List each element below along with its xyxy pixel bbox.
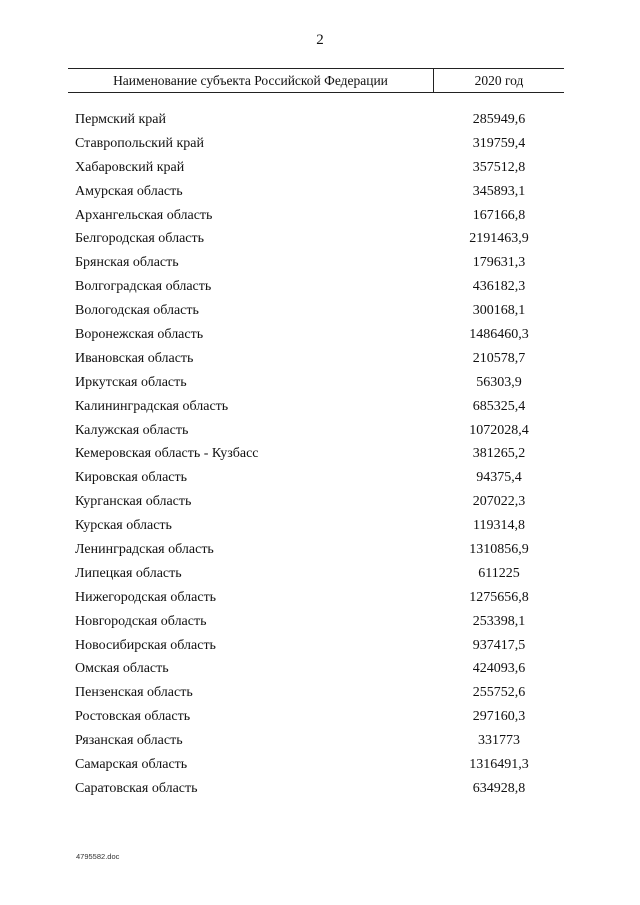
region-value-2020: 207022,3 — [472, 494, 526, 510]
region-name: Амурская область — [75, 183, 183, 199]
region-name: Вологодская область — [75, 303, 199, 319]
region-value-2020: 119314,8 — [473, 518, 525, 534]
table-row — [0, 347, 640, 371]
table-row — [0, 108, 640, 132]
region-name: Самарская область — [75, 757, 188, 773]
region-name: Хабаровский край — [75, 159, 185, 175]
region-name: Новгородская область — [75, 613, 207, 629]
table-row — [0, 227, 640, 251]
table-row — [0, 586, 640, 610]
table-row — [0, 657, 640, 681]
region-name: Курская область — [75, 518, 172, 534]
region-name: Кемеровская область - Кузбасс — [75, 446, 259, 462]
region-value-2020: 331773 — [478, 733, 520, 749]
table-row — [0, 562, 640, 586]
table-row — [0, 538, 640, 562]
table-row — [0, 442, 640, 466]
table-row — [0, 395, 640, 419]
table-row — [0, 204, 640, 228]
page-number: 2 — [316, 32, 324, 48]
table-row — [0, 490, 640, 514]
region-name: Пермский край — [75, 112, 166, 127]
region-name: Пензенская область — [75, 685, 193, 701]
table-row — [0, 610, 640, 634]
region-value-2020: 319759,4 — [472, 135, 526, 151]
region-name: Белгородская область — [75, 231, 205, 247]
region-value-2020: 300168,1 — [472, 303, 526, 319]
header-region-name: Наименование субъекта Российской Федерации — [113, 73, 388, 88]
region-name: Брянская область — [75, 255, 179, 271]
region-value-2020: 937417,5 — [472, 637, 526, 653]
region-value-2020: 285949,6 — [472, 112, 526, 127]
region-name: Нижегородская область — [75, 589, 217, 605]
region-value-2020: 56303,9 — [476, 374, 522, 390]
region-value-2020: 357512,8 — [472, 159, 526, 175]
table-row — [0, 156, 640, 180]
region-value-2020: 253398,1 — [472, 613, 526, 629]
region-name: Кировская область — [75, 470, 188, 486]
table-row — [0, 371, 640, 395]
table-row — [0, 514, 640, 538]
region-name: Иркутская область — [75, 374, 187, 390]
region-value-2020: 345893,1 — [472, 183, 526, 199]
table-row — [0, 729, 640, 753]
table-row — [0, 419, 640, 443]
region-name: Калининградская область — [75, 398, 229, 414]
table-body — [0, 108, 640, 801]
region-name: Ростовская область — [75, 709, 191, 725]
region-name: Новосибирская область — [75, 637, 216, 653]
region-value-2020: 94375,4 — [476, 470, 522, 486]
region-value-2020: 1275656,8 — [469, 589, 529, 605]
region-value-2020: 167166,8 — [472, 207, 526, 223]
document-id: 4795582.doc — [76, 852, 120, 861]
region-name: Воронежская область — [75, 327, 204, 343]
region-value-2020: 1072028,4 — [469, 422, 529, 438]
region-name: Рязанская область — [75, 733, 183, 749]
region-value-2020: 381265,2 — [472, 446, 526, 462]
table-row — [0, 753, 640, 777]
table-row — [0, 299, 640, 323]
region-value-2020: 210578,7 — [472, 350, 526, 366]
table-row — [0, 705, 640, 729]
region-value-2020: 436182,3 — [472, 279, 526, 295]
region-name: Калужская область — [75, 422, 189, 438]
region-value-2020: 634928,8 — [472, 780, 526, 796]
table-row — [0, 275, 640, 299]
region-value-2020: 424093,6 — [472, 661, 526, 677]
table-row — [0, 323, 640, 347]
region-name: Ставропольский край — [75, 135, 204, 151]
region-name: Липецкая область — [75, 565, 182, 581]
region-name: Саратовская область — [75, 780, 198, 796]
table-header — [68, 68, 564, 93]
region-value-2020: 255752,6 — [472, 685, 526, 701]
table-row — [0, 251, 640, 275]
region-value-2020: 1486460,3 — [469, 327, 529, 343]
region-value-2020: 685325,4 — [472, 398, 526, 414]
region-value-2020: 2191463,9 — [469, 231, 529, 247]
region-value-2020: 611225 — [478, 565, 520, 581]
table-row — [0, 634, 640, 658]
header-year: 2020 год — [474, 73, 524, 88]
region-name: Курганская область — [75, 494, 192, 510]
region-name: Ленинградская область — [75, 542, 214, 558]
table-row — [0, 466, 640, 490]
table-row — [0, 681, 640, 705]
table-row — [0, 180, 640, 204]
region-name: Омская область — [75, 661, 169, 677]
region-value-2020: 1316491,3 — [469, 757, 529, 773]
table-row — [0, 132, 640, 156]
table-row — [0, 777, 640, 801]
region-value-2020: 1310856,9 — [469, 542, 529, 558]
region-name: Волгоградская область — [75, 279, 212, 295]
region-value-2020: 297160,3 — [472, 709, 526, 725]
region-value-2020: 179631,3 — [472, 255, 526, 271]
region-name: Ивановская область — [75, 350, 194, 366]
region-name: Архангельская область — [75, 207, 213, 223]
